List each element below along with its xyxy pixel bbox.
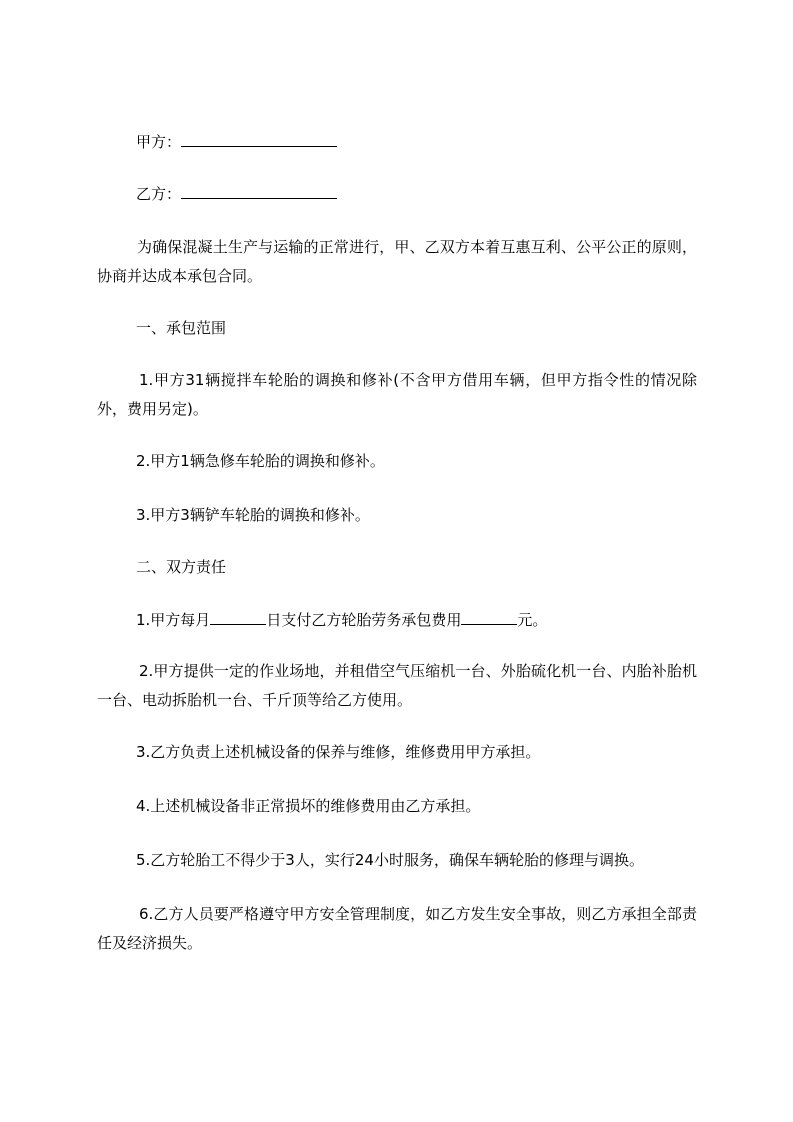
section2-item-2: 2.甲方提供一定的作业场地，并租借空气压缩机一台、外胎硫化机一台、内胎补胎机一台、电动拆胎机一台、千斤顶等给乙方使用。 [97, 662, 697, 709]
section1-item-1: 1.甲方31辆搅拌车轮胎的调换和修补(不含甲方借用车辆，但甲方指令性的情况除外，费用另定)。 [97, 371, 697, 418]
section1-heading: 一、承包范围 [136, 319, 227, 337]
section2-item-1 [136, 610, 547, 630]
section2-item-4: 4.上述机械设备非正常损坏的维修费用由乙方承担。 [136, 797, 481, 815]
section2-heading: 二、双方责任 [136, 558, 227, 576]
intro-paragraph: 为确保混凝土生产与运输的正常进行，甲、乙双方本着互惠互利、公平公正的原则，协商并达成本承包合同。 [97, 238, 697, 285]
party-a-blank[interactable] [181, 132, 337, 147]
section2-item-6: 6.乙方人员要严格遵守甲方安全管理制度，如乙方发生安全事故，则乙方承担全部责任及经济损失。 [97, 905, 697, 952]
section1-item-3: 3.甲方3辆铲车轮胎的调换和修补。 [136, 506, 370, 524]
section1-item-2: 2.甲方1辆急修车轮胎的调换和修补。 [136, 452, 385, 470]
section2-item-5: 5.乙方轮胎工不得少于3人，实行24小时服务，确保车辆轮胎的修理与调换。 [136, 851, 644, 869]
party-b-label: 乙方： [136, 185, 182, 203]
payment-text-middle: 日支付乙方轮胎劳务承包费用 [266, 611, 462, 629]
payment-day-blank[interactable] [210, 610, 266, 625]
section2-item-3: 3.乙方负责上述机械设备的保养与维修，维修费用甲方承担。 [136, 743, 541, 761]
party-b-blank[interactable] [181, 184, 337, 199]
payment-amount-blank[interactable] [461, 610, 517, 625]
party-b-line [136, 184, 337, 204]
party-a-label: 甲方： [136, 133, 182, 151]
party-a-line [136, 132, 337, 152]
payment-text-before: 1.甲方每月 [136, 611, 211, 629]
payment-text-after: 元。 [517, 611, 548, 629]
